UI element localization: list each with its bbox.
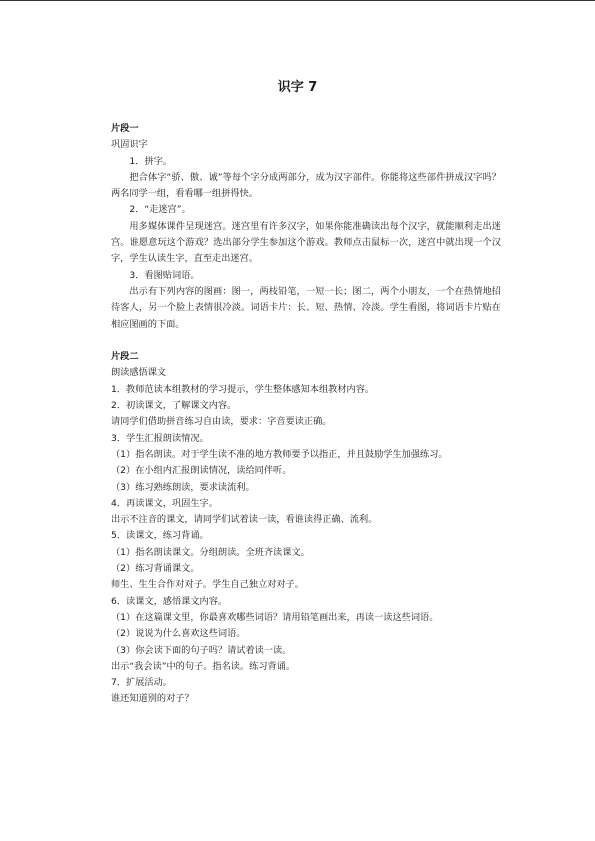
paragraph-1-1: 把合体字“骄、傲、诚”等每个字分成两部分，成为汉字部件。你能将这些部件拼成汉字吗？两名同学一组，看看哪一组拼得快。 <box>111 171 501 200</box>
line-2-8: 4．再读课文，巩固生字。 <box>111 497 218 509</box>
line-2-10: 5．读课文，练习背诵。 <box>111 530 209 542</box>
step-1-2: 2．“走迷宫”。 <box>129 204 191 216</box>
line-2-12: （2）练习背诵课文。 <box>111 563 200 575</box>
subheading-1: 巩固识字 <box>111 139 148 151</box>
document-title: 识字 7 <box>277 80 318 95</box>
line-2-4: 3．学生汇报朗读情况。 <box>111 432 209 444</box>
line-2-19: 7．扩展活动。 <box>111 677 172 689</box>
line-2-2: 2．初读课文，了解课文内容。 <box>111 400 237 412</box>
line-2-7: （3）练习熟练朗读，要求读流利。 <box>111 481 255 493</box>
paragraph-1-3: 出示有下列内容的图画：图一，两枝铅笔，一短一长；图二，两个小朋友，一个在热情地招待客人，另一个脸上表情很冷淡。词语卡片：长、短、热情、冷淡。学生看图，将词语卡片贴在相应图画的下面。 <box>111 285 501 330</box>
line-2-20: 谁还知道别的对子？ <box>111 693 194 705</box>
document-body <box>111 121 501 708</box>
line-2-9: 出示不注音的课文，请同学们试着读一读，看谁读得正确、流利。 <box>111 514 378 526</box>
line-2-15: （1）在这篇课文里，你最喜欢哪些词语？请用铅笔画出来，再读一读这些词语。 <box>111 611 439 623</box>
paragraph-1-2: 用多媒体课件呈现迷宫。迷宫里有许多汉字，如果你能准确读出每个汉字，就能顺利走出迷宫。谁愿意玩这个游戏？选出部分学生参加这个游戏。教师点击鼠标一次，迷宫中就出现一个汉字，学生认读生字，直至走出迷宫。 <box>111 220 501 265</box>
step-1-3: 3．看图贴词语。 <box>129 269 200 281</box>
line-2-3: 请同学们借助拼音练习自由读，要求：字音要读正确。 <box>111 416 332 428</box>
line-2-6: （2）在小组内汇报朗读情况，读给同伴听。 <box>111 465 292 477</box>
line-2-16: （2）说说为什么喜欢这些词语。 <box>111 628 246 640</box>
line-2-18: 出示“我会读”中的句子。指名读。练习背诵。 <box>111 660 296 672</box>
top-border-line <box>0 0 595 1</box>
subheading-2: 朗读感悟课文 <box>111 367 167 379</box>
line-2-11: （1）指名朗读课文。分组朗读。全班齐读课文。 <box>111 546 310 558</box>
line-2-13: 师生、生生合作对对子。学生自己独立对对子。 <box>111 579 304 591</box>
line-2-5: （1）指名朗读。对于学生读不准的地方教师要予以指正，并且鼓励学生加强练习。 <box>111 448 448 460</box>
line-2-1: 1．教师范读本组教材的学习提示，学生整体感知本组教材内容。 <box>111 383 375 395</box>
section-heading-2: 片段二 <box>111 351 139 363</box>
line-2-17: （3）你会读下面的句子吗？请试着读一读。 <box>111 644 292 656</box>
section-spacer <box>111 333 501 349</box>
line-2-14: 6．读课文，感悟课文内容。 <box>111 595 228 607</box>
step-1-1: 1．拼字。 <box>129 155 172 167</box>
section-heading-1: 片段一 <box>111 123 139 134</box>
